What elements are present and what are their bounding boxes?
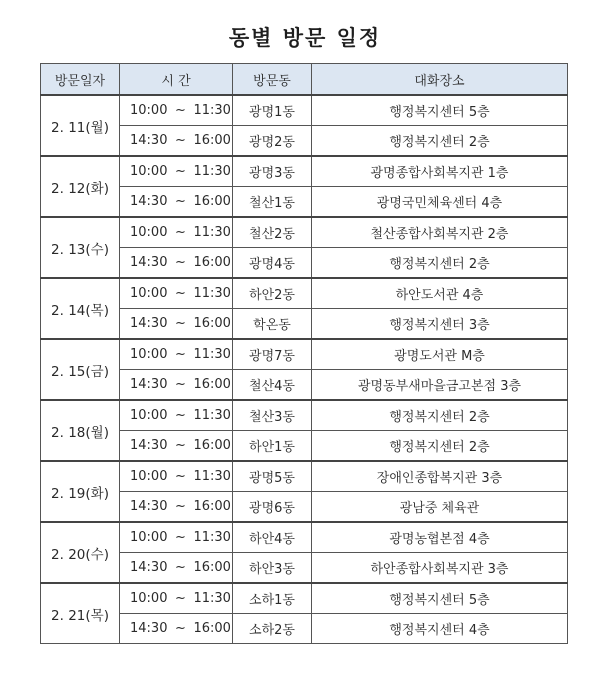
visit-dong-cell: 광명2동 (233, 126, 312, 157)
start-time: 14:30 (130, 377, 168, 392)
time-range-cell (120, 95, 233, 126)
time-range-cell (120, 492, 233, 523)
venue-cell: 행정복지센터 2층 (312, 126, 568, 157)
start-time: 14:30 (130, 194, 168, 209)
time-separator: ~ (175, 560, 186, 575)
time-range-cell (120, 583, 233, 614)
visit-date-cell: 2. 19(화) (41, 461, 120, 522)
time-separator: ~ (175, 103, 186, 118)
end-time: 16:00 (193, 377, 231, 392)
start-time: 14:30 (130, 499, 168, 514)
venue-cell: 행정복지센터 2층 (312, 400, 568, 431)
table-row (41, 278, 568, 309)
venue-cell: 광명도서관 M층 (312, 339, 568, 370)
visit-dong-cell: 하안1동 (233, 431, 312, 462)
table-row (41, 248, 568, 279)
header-time: 시 간 (120, 64, 233, 96)
visit-date-cell: 2. 14(목) (41, 278, 120, 339)
time-separator: ~ (175, 530, 186, 545)
table-row (41, 400, 568, 431)
visit-date-cell: 2. 11(월) (41, 95, 120, 156)
time-range-cell (120, 156, 233, 187)
time-separator: ~ (175, 469, 186, 484)
end-time: 16:00 (193, 133, 231, 148)
schedule-body (41, 95, 568, 644)
table-row (41, 126, 568, 157)
table-row (41, 370, 568, 401)
time-range-cell (120, 309, 233, 340)
time-separator: ~ (175, 347, 186, 362)
time-separator: ~ (175, 591, 186, 606)
table-row (41, 309, 568, 340)
start-time: 10:00 (130, 408, 168, 423)
venue-cell: 행정복지센터 5층 (312, 583, 568, 614)
visit-dong-cell: 학온동 (233, 309, 312, 340)
end-time: 11:30 (193, 347, 231, 362)
table-row (41, 431, 568, 462)
end-time: 16:00 (193, 194, 231, 209)
start-time: 10:00 (130, 286, 168, 301)
visit-dong-cell: 소하1동 (233, 583, 312, 614)
end-time: 11:30 (193, 164, 231, 179)
time-range-cell (120, 126, 233, 157)
visit-dong-cell: 하안4동 (233, 522, 312, 553)
start-time: 10:00 (130, 591, 168, 606)
visit-date-cell: 2. 18(월) (41, 400, 120, 461)
end-time: 16:00 (193, 438, 231, 453)
time-range-cell (120, 522, 233, 553)
venue-cell: 행정복지센터 5층 (312, 95, 568, 126)
end-time: 11:30 (193, 225, 231, 240)
visit-date-cell: 2. 13(수) (41, 217, 120, 278)
visit-dong-cell: 광명4동 (233, 248, 312, 279)
visit-dong-cell: 광명3동 (233, 156, 312, 187)
time-range-cell (120, 400, 233, 431)
time-range-cell (120, 461, 233, 492)
visit-date-cell: 2. 20(수) (41, 522, 120, 583)
time-range-cell (120, 187, 233, 218)
venue-cell: 하안도서관 4층 (312, 278, 568, 309)
time-separator: ~ (175, 377, 186, 392)
time-separator: ~ (175, 255, 186, 270)
venue-cell: 장애인종합복지관 3층 (312, 461, 568, 492)
time-separator: ~ (175, 408, 186, 423)
start-time: 14:30 (130, 133, 168, 148)
end-time: 11:30 (193, 591, 231, 606)
table-row (41, 614, 568, 644)
visit-dong-cell: 철산1동 (233, 187, 312, 218)
header-dong: 방문동 (233, 64, 312, 96)
visit-dong-cell: 광명7동 (233, 339, 312, 370)
time-separator: ~ (175, 194, 186, 209)
venue-cell: 광남중 체육관 (312, 492, 568, 523)
table-row (41, 461, 568, 492)
start-time: 14:30 (130, 438, 168, 453)
end-time: 11:30 (193, 408, 231, 423)
venue-cell: 하안종합사회복지관 3층 (312, 553, 568, 584)
visit-dong-cell: 소하2동 (233, 614, 312, 644)
visit-dong-cell: 광명1동 (233, 95, 312, 126)
table-row (41, 522, 568, 553)
venue-cell: 행정복지센터 3층 (312, 309, 568, 340)
venue-cell: 광명동부새마을금고본점 3층 (312, 370, 568, 401)
time-range-cell (120, 553, 233, 584)
time-separator: ~ (175, 286, 186, 301)
time-range-cell (120, 614, 233, 644)
table-row (41, 583, 568, 614)
start-time: 14:30 (130, 255, 168, 270)
start-time: 10:00 (130, 347, 168, 362)
venue-cell: 행정복지센터 2층 (312, 248, 568, 279)
end-time: 16:00 (193, 560, 231, 575)
time-separator: ~ (175, 225, 186, 240)
visit-dong-cell: 철산4동 (233, 370, 312, 401)
time-range-cell (120, 370, 233, 401)
end-time: 11:30 (193, 469, 231, 484)
table-row (41, 553, 568, 584)
venue-cell: 행정복지센터 2층 (312, 431, 568, 462)
end-time: 11:30 (193, 530, 231, 545)
venue-cell: 행정복지센터 4층 (312, 614, 568, 644)
visit-dong-cell: 철산3동 (233, 400, 312, 431)
end-time: 11:30 (193, 103, 231, 118)
time-separator: ~ (175, 438, 186, 453)
time-range-cell (120, 431, 233, 462)
end-time: 16:00 (193, 621, 231, 636)
end-time: 16:00 (193, 316, 231, 331)
visit-date-cell: 2. 12(화) (41, 156, 120, 217)
header-date: 방문일자 (41, 64, 120, 96)
start-time: 14:30 (130, 316, 168, 331)
start-time: 10:00 (130, 225, 168, 240)
header-venue: 대화장소 (312, 64, 568, 96)
end-time: 11:30 (193, 286, 231, 301)
time-range-cell (120, 278, 233, 309)
table-header-row (41, 64, 568, 96)
visit-dong-cell: 하안2동 (233, 278, 312, 309)
start-time: 10:00 (130, 164, 168, 179)
visit-date-cell: 2. 21(목) (41, 583, 120, 644)
time-range-cell (120, 217, 233, 248)
time-separator: ~ (175, 316, 186, 331)
visit-dong-cell: 하안3동 (233, 553, 312, 584)
visit-dong-cell: 광명5동 (233, 461, 312, 492)
table-row (41, 492, 568, 523)
visit-date-cell: 2. 15(금) (41, 339, 120, 400)
venue-cell: 광명국민체육센터 4층 (312, 187, 568, 218)
start-time: 10:00 (130, 530, 168, 545)
time-range-cell (120, 339, 233, 370)
end-time: 16:00 (193, 499, 231, 514)
venue-cell: 광명농협본점 4층 (312, 522, 568, 553)
time-separator: ~ (175, 499, 186, 514)
table-row (41, 187, 568, 218)
visit-dong-cell: 철산2동 (233, 217, 312, 248)
start-time: 14:30 (130, 621, 168, 636)
venue-cell: 광명종합사회복지관 1층 (312, 156, 568, 187)
venue-cell: 철산종합사회복지관 2층 (312, 217, 568, 248)
start-time: 10:00 (130, 469, 168, 484)
time-range-cell (120, 248, 233, 279)
page-title: 동별 방문 일정 (228, 26, 382, 50)
table-row (41, 156, 568, 187)
visit-schedule-table (40, 63, 568, 644)
end-time: 16:00 (193, 255, 231, 270)
table-row (41, 217, 568, 248)
time-separator: ~ (175, 133, 186, 148)
table-row (41, 95, 568, 126)
table-row (41, 339, 568, 370)
start-time: 10:00 (130, 103, 168, 118)
start-time: 14:30 (130, 560, 168, 575)
time-separator: ~ (175, 621, 186, 636)
time-separator: ~ (175, 164, 186, 179)
visit-dong-cell: 광명6동 (233, 492, 312, 523)
